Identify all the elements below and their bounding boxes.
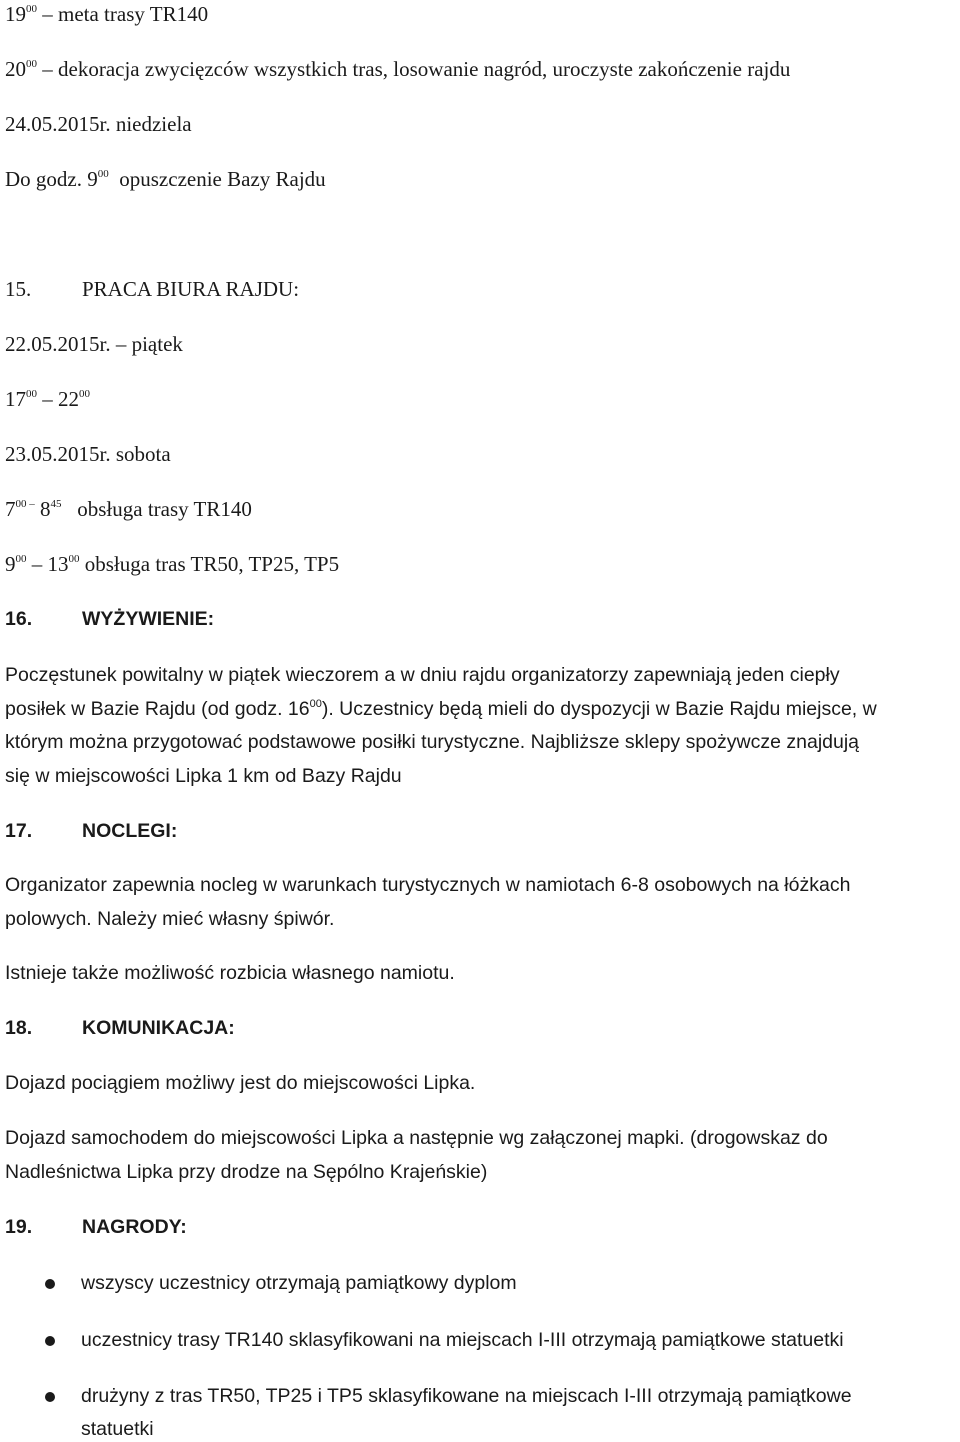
prize-item-3: drużyny z tras TR50, TP25 i TP5 sklasyfikowane na miejscach I-III otrzymają pamiątkowe bbox=[81, 1385, 852, 1407]
lodging-paragraph-tent: Istnieje także możliwość rozbicia własnego namiotu. bbox=[5, 962, 455, 984]
prize-item-1: wszyscy uczestnicy otrzymają pamiątkowy dyplom bbox=[81, 1272, 517, 1294]
transport-car-line-1: Dojazd samochodem do miejscowości Lipka a następnie wg załączonej mapki. (drogowskaz do bbox=[5, 1127, 828, 1149]
section-heading-19: 19. NAGRODY: bbox=[5, 1216, 187, 1238]
transport-car-line-2: Nadleśnictwa Lipka przy drodze na Sępólno Krajeńskie) bbox=[5, 1161, 488, 1183]
section-heading-15: 15. PRACA BIURA RAJDU: bbox=[5, 277, 300, 301]
bullet-icon bbox=[45, 1279, 55, 1289]
food-paragraph-line-4: się w miejscowości Lipka 1 km od Bazy Rajdu bbox=[5, 765, 402, 787]
section-heading-17: 17. NOCLEGI: bbox=[5, 820, 178, 842]
office-date-friday: 22.05.2015r. – piątek bbox=[5, 332, 183, 356]
office-hours-other-routes: $9^{00} - 13^{00}$ obsługa tras TR50, TP25, TP5 bbox=[5, 552, 340, 576]
prize-item-2: uczestnicy trasy TR140 sklasyfikowani na miejscach I-III otrzymają pamiątkowe statuetki bbox=[81, 1329, 844, 1351]
office-hours-friday: $17^{00} - 22^{00}$ bbox=[5, 387, 90, 411]
food-paragraph-line-1: Poczęstunek powitalny w piątek wieczorem a w dniu rajdu organizatorzy zapewniają jeden ciepły bbox=[5, 664, 840, 686]
lodging-paragraph-line-1: Organizator zapewnia nocleg w warunkach turystycznych w namiotach 6-8 osobowych na łóżkach bbox=[5, 874, 851, 896]
lodging-paragraph-line-2: polowych. Należy mieć własny śpiwór. bbox=[5, 908, 335, 930]
section-heading-16: 16. WYŻYWIENIE: bbox=[5, 608, 215, 630]
food-paragraph-line-2: posiłek w Bazie Rajdu (od godz. $16^{00}$). Uczestnicy będą mieli do dyspozycji w Bazie Rajdu miejsce, w bbox=[5, 698, 877, 720]
bullet-icon bbox=[45, 1392, 55, 1402]
bullet-icon bbox=[45, 1336, 55, 1346]
schedule-line-meta: $19^{00}$ – meta trasy TR140 bbox=[5, 2, 209, 26]
prize-item-3-continued: statuetki bbox=[81, 1418, 154, 1440]
office-date-saturday: 23.05.2015r. sobota bbox=[5, 442, 171, 466]
schedule-date-sunday: 24.05.2015r. niedziela bbox=[5, 112, 192, 136]
office-hours-tr140: $7^{00 -}$ $8^{45}$ obsługa trasy TR140 bbox=[5, 497, 252, 521]
section-heading-18: 18. KOMUNIKACJA: bbox=[5, 1017, 235, 1039]
schedule-line-opuszczenie: Do godz. $9^{00}$ opuszczenie Bazy Rajdu bbox=[5, 167, 326, 191]
food-paragraph-line-3: którym można przygotować podstawowe posiłki turystyczne. Najbliższe sklepy spożywcze znajdują bbox=[5, 731, 860, 753]
transport-train: Dojazd pociągiem możliwy jest do miejscowości Lipka. bbox=[5, 1072, 476, 1094]
schedule-line-dekoracja: $20^{00}$ – dekoracja zwycięzców wszystkich tras, losowanie nagród, uroczyste zakończenie rajdu bbox=[5, 57, 791, 81]
